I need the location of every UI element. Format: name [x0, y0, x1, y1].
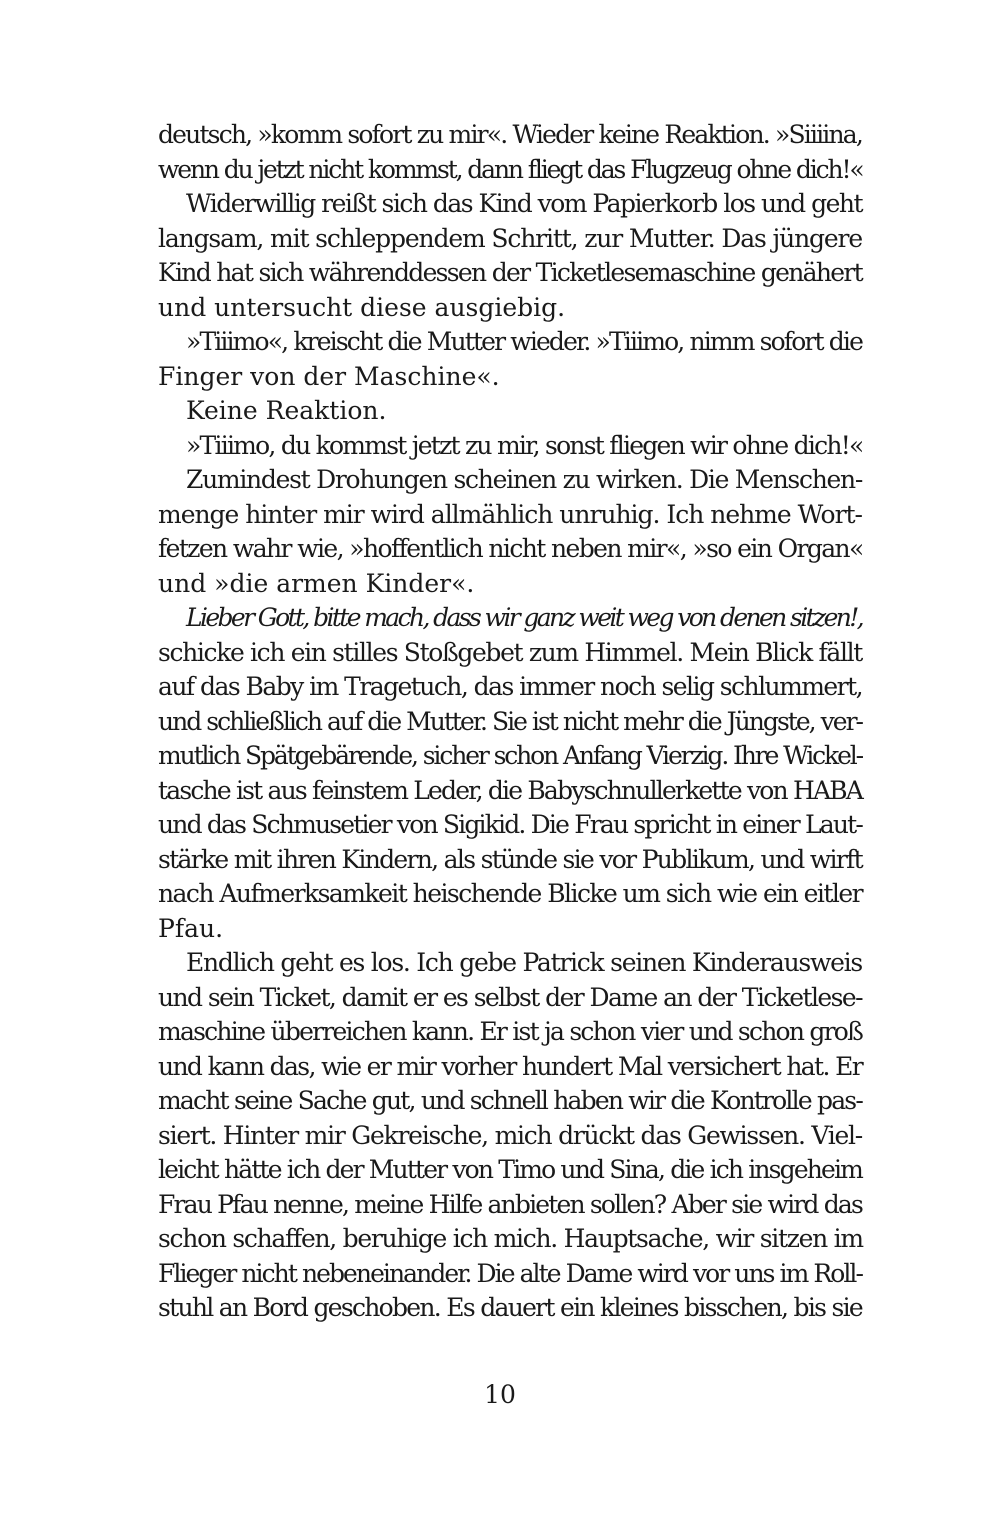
text-line: Lieber Gott, bitte mach, dass wir ganz weit weg von denen sitzen!,	[186, 603, 862, 632]
text-line: mutlich Spätgebärende, sicher schon Anfang Vierzig. Ihre Wickel-	[158, 741, 862, 770]
text-line: nach Aufmerksamkeit heischende Blicke um sich wie ein eitler	[158, 879, 862, 908]
text-line: Finger von der Maschine«.	[158, 361, 500, 391]
text-line: und das Schmusetier von Sigikid. Die Frau spricht in einer Laut-	[158, 810, 862, 839]
book-page-body	[158, 118, 862, 1326]
text-line: maschine überreichen kann. Er ist ja schon vier und schon groß	[158, 1017, 862, 1046]
text-line: und untersucht diese ausgiebig.	[158, 292, 566, 322]
text-line: deutsch, »komm sofort zu mir«. Wieder keine Reaktion. »Siiiina,	[158, 120, 862, 149]
text-line: Endlich geht es los. Ich gebe Patrick seinen Kinderausweis	[186, 948, 862, 977]
text-line: macht seine Sache gut, und schnell haben wir die Kontrolle pas-	[158, 1086, 862, 1115]
text-line: »Tiiimo«, kreischt die Mutter wieder. »Tiiimo, nimm sofort die	[186, 327, 863, 356]
text-line: Pfau.	[158, 913, 224, 943]
text-line: Frau Pfau nenne, meine Hilfe anbieten sollen? Aber sie wird das	[158, 1189, 863, 1219]
page-number: 10	[484, 1380, 516, 1409]
text-line: wenn du jetzt nicht kommst, dann fliegt das Flugzeug ohne dich!«	[158, 154, 863, 184]
text-line: Widerwillig reißt sich das Kind vom Papierkorb los und geht	[186, 189, 862, 218]
text-line: Zumindest Drohungen scheinen zu wirken. Die Menschen-	[186, 465, 863, 494]
text-line: und sein Ticket, damit er es selbst der Dame an der Ticketlese-	[158, 982, 862, 1012]
text-line: schicke ich ein stilles Stoßgebet zum Himmel. Mein Blick fällt	[158, 637, 862, 667]
text-line: menge hinter mir wird allmählich unruhig. Ich nehme Wort-	[158, 499, 862, 529]
text-line: stärke mit ihren Kindern, als stünde sie vor Publikum, und wirft	[158, 844, 863, 874]
text-line: Flieger nicht nebeneinander. Die alte Dame wird vor uns im Roll-	[158, 1258, 863, 1288]
text-line: Keine Reaktion.	[186, 396, 387, 425]
text-line: fetzen wahr wie, »hoffentlich nicht neben mir«, »so ein Organ«	[158, 534, 863, 563]
text-line: stuhl an Bord geschoben. Es dauert ein kleines bisschen, bis sie	[158, 1293, 862, 1322]
text-line: und kann das, wie er mir vorher hundert Mal versichert hat. Er	[158, 1051, 863, 1081]
text-line: und schließlich auf die Mutter. Sie ist nicht mehr die Jüngste, ver-	[158, 706, 863, 736]
text-line: schon schaffen, beruhige ich mich. Hauptsache, wir sitzen im	[158, 1224, 863, 1253]
text-line: »Tiiimo, du kommst jetzt zu mir, sonst fliegen wir ohne dich!«	[186, 430, 863, 460]
text-line: und »die armen Kinder«.	[158, 568, 475, 598]
text-line: tasche ist aus feinstem Leder, die Babyschnullerkette von HABA	[158, 775, 863, 805]
text-line: Kind hat sich währenddessen der Ticketlesemaschine genähert	[158, 258, 862, 287]
text-line: siert. Hinter mir Gekreische, mich drückt das Gewissen. Viel-	[158, 1120, 862, 1150]
text-line: langsam, mit schleppendem Schritt, zur Mutter. Das jüngere	[158, 223, 862, 253]
text-line: leicht hätte ich der Mutter von Timo und Sina, die ich insgeheim	[158, 1155, 863, 1184]
text-line: auf das Baby im Tragetuch, das immer noch selig schlummert,	[158, 672, 862, 701]
